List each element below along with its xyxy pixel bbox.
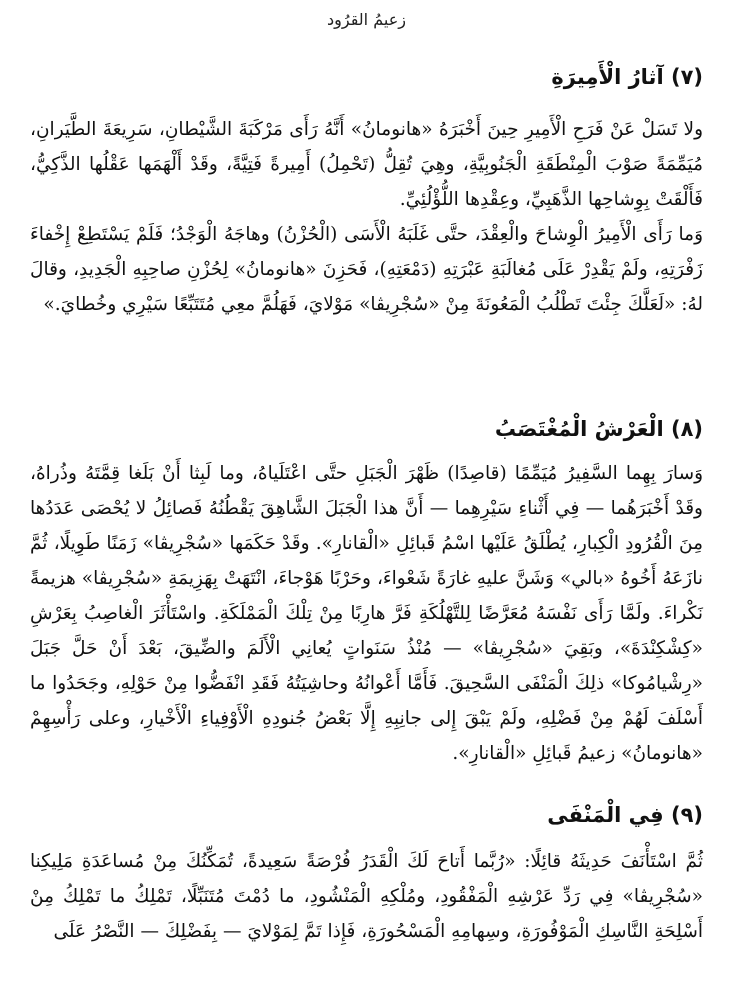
section-heading: (٩) فِي الْمَنْفَى xyxy=(547,803,703,827)
paragraph: وَما رَأَى الْأَمِيرُ الْوِشاحَ والْعِقْدَ، حتَّى غَلَبَهُ الْأَسَى (الْحُزْنُ) وهاجَهُ الْوَجْدُ؛ فَلَمْ يَسْتَطِعْ إِخْفاءَ زَفْرَتِهِ، ولَمْ يَقْدِرْ عَلَى مُغالَبَةِ عَبْرَتِهِ (دَمْعَتِهِ)، فَحَزِنَ «هانومانُ» لِحُزْنِ صاحِبِهِ الْجَدِيدِ، وقالَ لهُ: «لَعَلَّكَ جِئْتَ تَطْلُبُ الْمَعُونَةَ مِنْ «سُجْرِيڤا» مَوْلايَ، فَهَلُمَّ معِي مُتَتَبِّعًا سَيْرِي وخُطايَ.» xyxy=(30,224,703,315)
section-9-body xyxy=(30,844,703,949)
section-8-heading-block xyxy=(30,414,703,444)
section-heading: (٨) الْعَرْشُ الْمُغْتَصَبُ xyxy=(494,417,703,441)
section-heading: (٧) آثارُ الْأَمِيرَةِ xyxy=(551,65,703,89)
section-9-heading-block xyxy=(30,800,703,830)
section-7-heading-block xyxy=(30,62,703,92)
paragraph: ولا تَسَلْ عَنْ فَرَحِ الْأَمِيرِ حِينَ أَخْبَرَهُ «هانومانُ» أَنَّهُ رَأَى مَرْكَبَةَ الشَّيْطانِ، سَرِيعَةَ الطَّيَرانِ، مُيَمِّمَةً صَوْبَ الْمِنْطَقَةِ الْجَنُوبِيَّةِ، وهِيَ تُقِلُّ (تَحْمِلُ) أَمِيرةً فَتِيَّةً، وقَدْ أَلْهَمَها عَقْلُها الذَّكِيُّ، فَأَلْقَتْ بِوِشاحِها الذَّهَبِيِّ، وعِقْدِها اللُّؤْلُئِيِّ. xyxy=(30,119,703,210)
section-8-body xyxy=(30,456,703,771)
section-7-body xyxy=(30,112,703,322)
paragraph: ثُمَّ اسْتَأْنَفَ حَدِيثَهُ قائِلًا: «رُبَّما أَتاحَ لَكَ الْقَدَرُ فُرْصَةً سَعِيدةً، تُمَكِّنُكَ مِنْ مُساعَدَةِ مَلِيكِنا «سُجْرِيڤا» فِي رَدِّ عَرْشِهِ الْمَفْقُودِ، ومُلْكِهِ الْمَنْشُودِ، ما دُمْتَ مُتَنَبِّلًا، تَمْلِكُ ما تَمْلِكُ مِنْ أَسْلِحَةِ النَّاسِكِ الْمَوْفُورَةِ، وسِهامِهِ الْمَسْحُورَةِ، فَإِذا تَمَّ لِمَوْلايَ — بِفَضْلِكَ — النَّصْرُ عَلَى xyxy=(30,851,703,942)
running-header: زعيمُ القرُود xyxy=(327,10,406,29)
paragraph: وَسارَ بِهِما السَّفِيرُ مُيَمِّمًا (قاصِدًا) ظَهْرَ الْجَبَلِ حتَّى اعْتَلَياهُ، وما لَبِثا أَنْ بَلَغا قِمَّتَهُ وذُراهُ، وقَدْ أَخْبَرَهُما — فِي أَثْناءِ سَيْرِهِما — أَنَّ هذا الْجَبَلَ الشَّاهِقَ يَقْطُنُهُ فَصائِلُ لا يُحْصَى عَدَدُها مِنَ الْقُرُودِ الْكِبارِ، يُطْلَقُ عَلَيْها اسْمُ قَبائِلِ «الْقانارِ». وقَدْ حَكَمَها «سُجْرِيڤا» زَمَنًا طَوِيلًا، ثُمَّ نازَعَهُ أَخُوهُ «بالي» وَشَنَّ عليهِ غارَةً شَعْواءَ، وحَرْبًا هَوْجاءَ، انْتَهَتْ بِهَزِيمَةِ «سُجْرِيڤا» هزيمةً نَكْراءَ. ولَمَّا رَأَى نَفْسَهُ مُعَرَّضًا لِلتَّهْلُكَةِ فَرَّ هارِبًا مِنْ تِلْكَ الْمَمْلَكَةِ. واسْتَأْثَرَ الْغاصِبُ بِعَرْشِ «كِشْكِنْدَةَ»، وبَقِيَ «سُجْرِيڤا» — مُنْذُ سَنَواتٍ يُعانِي الْأَلَمَ والضِّيقَ، بَعْدَ أَنْ حَلَّ جَبَلَ «رِشْيامُوكا» ذلِكَ الْمَنْفَى السَّحِيقَ. فَأَمَّا أَعْوانُهُ وحاشِيَتُهُ فَقَدِ انْفَضُّوا مِنْ حَوْلِهِ، وجَحَدُوا ما أَسْلَفَ لَهُمْ مِنْ فَضْلِهِ، ولَمْ يَبْقَ إِلى جانِبِهِ إِلَّا بَعْضُ جُنودِهِ الْأَوْفِياءِ الْأَخْيارِ، وعلى رَأْسِهِمْ «هانومانُ» زعيمُ قَبائِلِ «الْقانارِ». xyxy=(30,463,703,764)
